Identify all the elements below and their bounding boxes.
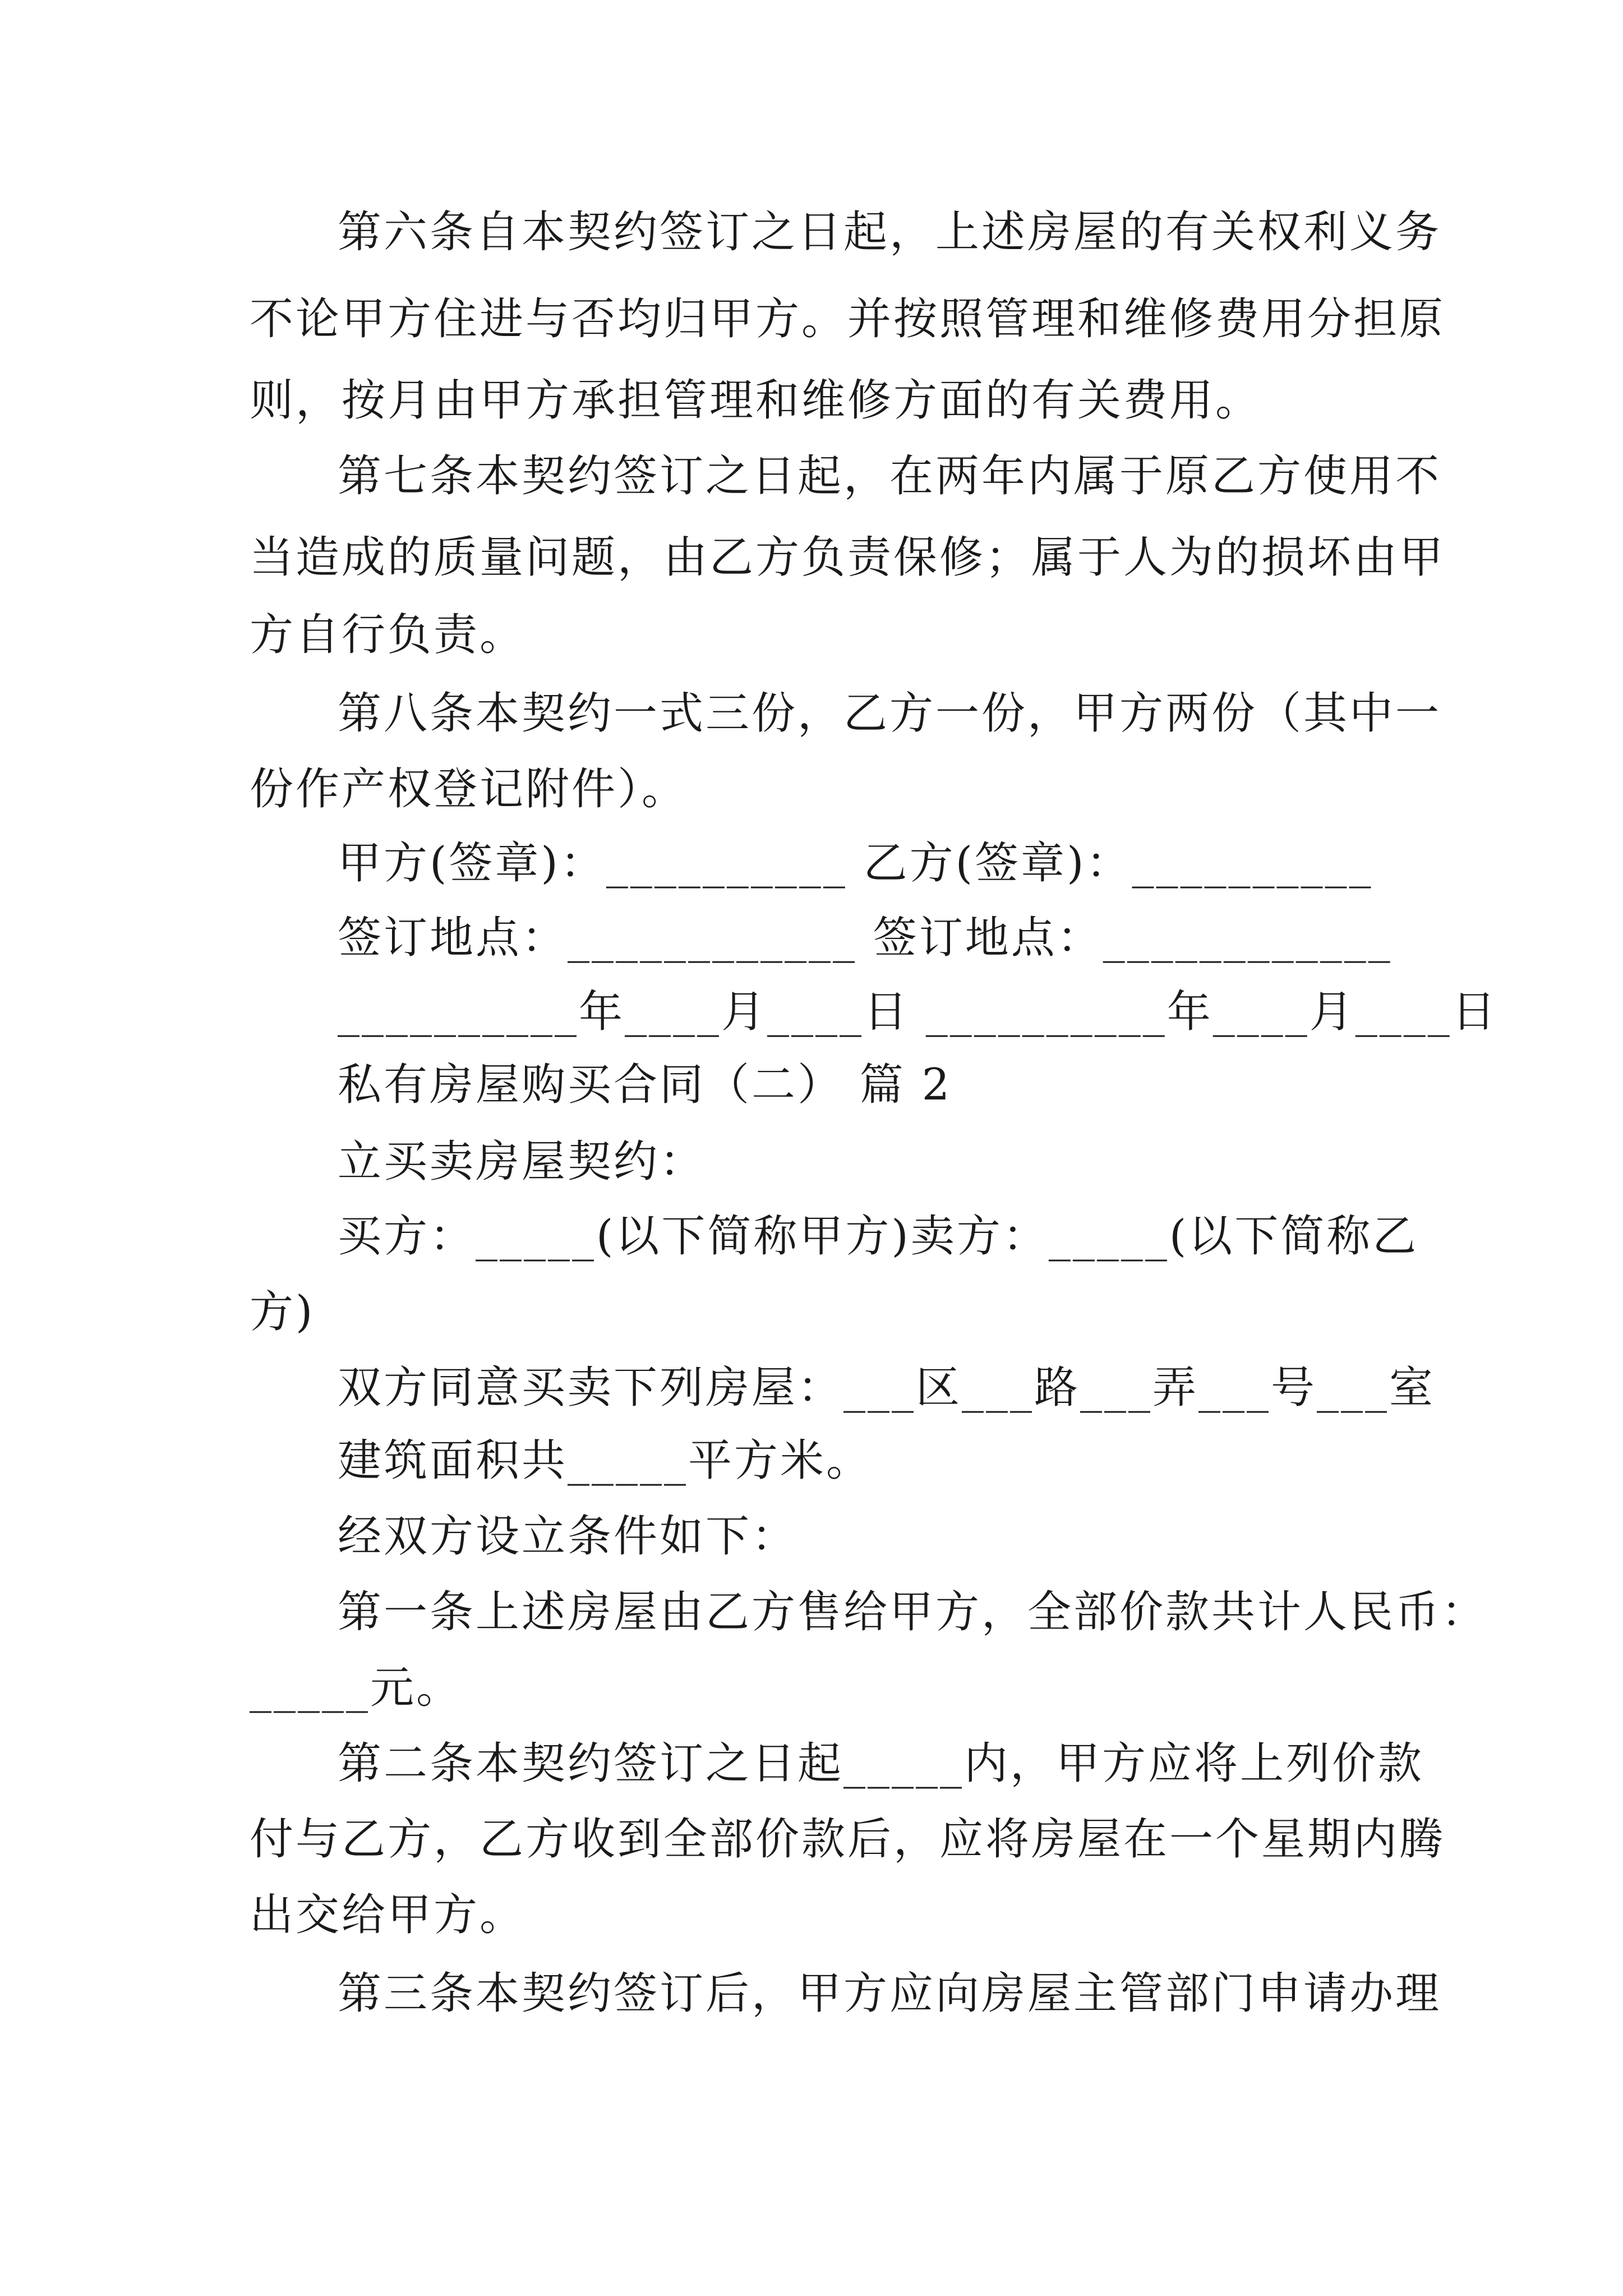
article-7-line-1: 第七条本契约签订之日起，在两年内属于原乙方使用不 [338, 451, 1442, 501]
article-6-line-1: 第六条自本契约签订之日起，上述房屋的有关权利义务 [338, 207, 1442, 257]
article-7-line-2: 当造成的质量问题，由乙方负责保修；属于人为的损坏由甲 [250, 532, 1446, 583]
contract-heading: 立买卖房屋契约： [338, 1137, 706, 1187]
conditions-heading: 经双方设立条件如下： [338, 1511, 798, 1562]
article-2-line-1: 第二条本契约签订之日起_____内，甲方应将上列价款 [338, 1738, 1424, 1789]
article-2-line-2: 付与乙方，乙方收到全部价款后，应将房屋在一个星期内腾 [250, 1814, 1446, 1865]
article-7-line-3: 方自行负责。 [250, 610, 526, 660]
article-2-line-3: 出交给甲方。 [250, 1890, 526, 1940]
signing-place-line: 签订地点：____________ 签订地点：____________ [338, 913, 1393, 963]
article-1-line-2: _____元。 [250, 1663, 463, 1713]
article-8-line-2: 份作产权登记附件）。 [250, 764, 688, 815]
signature-line: 甲方(签章)：__________ 乙方(签章)：__________ [338, 838, 1373, 889]
parties-line-1: 买方：_____(以下简称甲方)卖方：_____(以下简称乙 [338, 1211, 1419, 1262]
parties-line-2: 方) [250, 1287, 315, 1337]
property-line: 双方同意买卖下列房屋：___区___路___弄___号___室 [338, 1363, 1436, 1413]
article-1-line-1: 第一条上述房屋由乙方售给甲方，全部价款共计人民币： [338, 1587, 1488, 1637]
date-line: __________年____月____日 __________年____月____日 [338, 987, 1498, 1037]
section-title: 私有房屋购买合同（二） 篇 2 [338, 1060, 952, 1110]
article-3-line-1: 第三条本契约签订后，甲方应向房屋主管部门申请办理 [338, 1968, 1442, 2019]
article-6-line-2: 不论甲方住进与否均归甲方。并按照管理和维修费用分担原 [250, 294, 1446, 344]
article-8-line-1: 第八条本契约一式三份，乙方一份，甲方两份（其中一 [338, 688, 1442, 739]
area-line: 建筑面积共_____平方米。 [338, 1435, 873, 1486]
article-6-line-3: 则，按月由甲方承担管理和维修方面的有关费用。 [250, 375, 1262, 426]
